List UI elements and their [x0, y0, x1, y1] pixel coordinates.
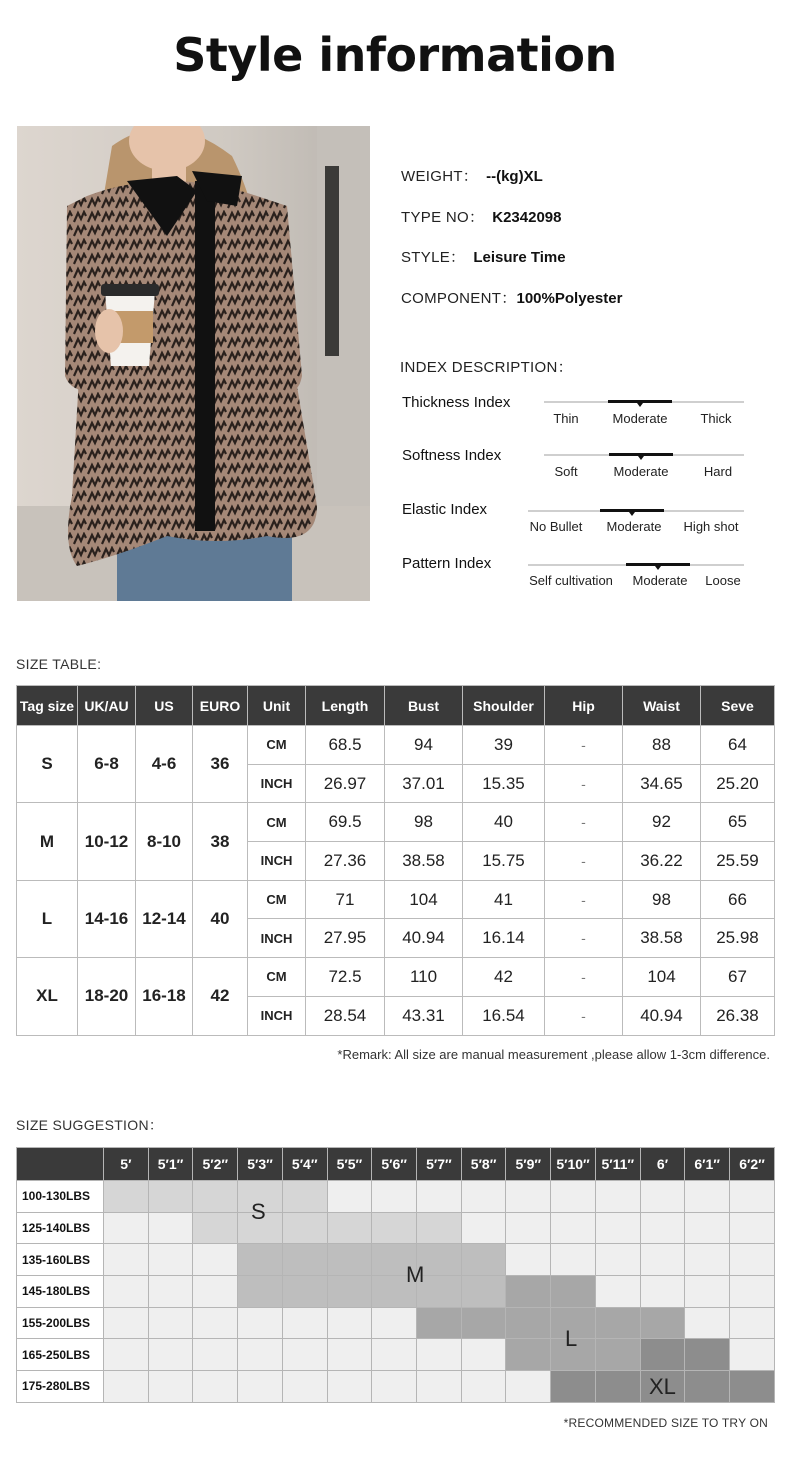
size-row	[17, 803, 775, 842]
column-header: Bust	[385, 686, 463, 726]
size-cell-empty	[104, 1212, 149, 1244]
size-cell-empty	[506, 1212, 551, 1244]
weight-label: 135-160LBS	[17, 1244, 104, 1276]
height-header: 5′6″	[372, 1148, 417, 1181]
measurement-cell: 66	[701, 880, 775, 919]
size-cell-empty	[417, 1181, 462, 1213]
size-cell-empty	[193, 1371, 238, 1403]
measurement-cell: 88	[623, 726, 701, 765]
measurement-cell: -	[545, 803, 623, 842]
weight-label: 165-250LBS	[17, 1339, 104, 1371]
measurement-cell: 98	[385, 803, 463, 842]
weight-label: 155-200LBS	[17, 1307, 104, 1339]
column-header: Waist	[623, 686, 701, 726]
size-cell-empty	[327, 1371, 372, 1403]
size-cell-empty	[327, 1339, 372, 1371]
size-cell-xl	[551, 1371, 596, 1403]
size-cell-s	[327, 1212, 372, 1244]
size-cell-empty	[730, 1276, 775, 1308]
size-cell-empty	[685, 1244, 730, 1276]
size-cell-s	[372, 1212, 417, 1244]
size-cell-s	[193, 1212, 238, 1244]
measurement-cell: 40	[463, 803, 545, 842]
unit-cell: INCH	[248, 842, 306, 881]
size-row	[17, 726, 775, 765]
size-cell-m	[327, 1276, 372, 1308]
size-remark: *Remark: All size are manual measurement ,please allow 1-3cm difference.	[337, 1047, 770, 1062]
size-cell-empty	[685, 1307, 730, 1339]
index-option: No Bullet	[529, 519, 583, 534]
index-name: Pattern Index	[402, 555, 492, 572]
size-zone-label-s: S	[251, 1199, 266, 1224]
height-header-row	[17, 1148, 775, 1181]
column-header: Length	[306, 686, 385, 726]
size-cell-s	[417, 1212, 462, 1244]
size-cell-empty	[685, 1181, 730, 1213]
index-pointer	[629, 512, 635, 516]
measurement-cell: -	[545, 996, 623, 1035]
weight-row	[17, 1212, 775, 1244]
column-header: US	[136, 686, 193, 726]
uk-size-cell: 10-12	[78, 803, 136, 880]
weight-row	[17, 1339, 775, 1371]
index-option: Moderate	[632, 573, 688, 588]
size-cell-s	[282, 1181, 327, 1213]
measurement-cell: 40.94	[623, 996, 701, 1035]
size-cell-empty	[461, 1339, 506, 1371]
index-pointer	[655, 566, 661, 570]
size-cell-empty	[238, 1339, 283, 1371]
index-option: Moderate	[613, 464, 669, 479]
unit-cell: INCH	[248, 996, 306, 1035]
uk-size-cell: 6-8	[78, 726, 136, 803]
product-photo	[17, 126, 370, 601]
measurement-cell: 26.97	[306, 764, 385, 803]
size-row	[17, 958, 775, 997]
index-option: Moderate	[612, 411, 668, 426]
size-cell-empty	[282, 1339, 327, 1371]
index-pointer	[638, 456, 644, 460]
measurement-cell: -	[545, 842, 623, 881]
weight-label: 175-280LBS	[17, 1371, 104, 1403]
measurement-cell: 16.54	[463, 996, 545, 1035]
size-tag-cell: M	[17, 803, 78, 880]
size-cell-empty	[506, 1244, 551, 1276]
measurement-cell: 42	[463, 958, 545, 997]
size-cell-empty	[506, 1371, 551, 1403]
size-cell-m	[282, 1276, 327, 1308]
size-cell-empty	[730, 1339, 775, 1371]
index-name: Softness Index	[402, 447, 502, 464]
measurement-cell: -	[545, 880, 623, 919]
index-option: Moderate	[606, 519, 662, 534]
size-cell-empty	[148, 1276, 193, 1308]
size-cell-empty	[372, 1339, 417, 1371]
measurement-cell: 92	[623, 803, 701, 842]
size-cell-xl	[595, 1371, 640, 1403]
size-cell-empty	[640, 1212, 685, 1244]
column-header: Unit	[248, 686, 306, 726]
index-row-elastic	[400, 501, 750, 545]
weight-row	[17, 1276, 775, 1308]
size-zone-label-xl: XL	[649, 1374, 676, 1399]
size-cell-s	[282, 1212, 327, 1244]
measurement-cell: 71	[306, 880, 385, 919]
size-cell-s	[193, 1181, 238, 1213]
size-cell-empty	[238, 1307, 283, 1339]
component-value: 100%Polyester	[516, 290, 623, 307]
size-cell-empty	[640, 1276, 685, 1308]
size-cell-l	[461, 1307, 506, 1339]
measurement-cell: 104	[385, 880, 463, 919]
size-cell-xl	[685, 1371, 730, 1403]
weight-label: 100-130LBS	[17, 1181, 104, 1213]
size-cell-s	[148, 1181, 193, 1213]
size-cell-empty	[551, 1181, 596, 1213]
size-table-body	[17, 726, 775, 1036]
index-option: High shot	[683, 519, 739, 534]
height-header: 6′2″	[730, 1148, 775, 1181]
size-cell-m	[461, 1244, 506, 1276]
corner-cell	[17, 1148, 104, 1181]
measurement-cell: 69.5	[306, 803, 385, 842]
size-cell-empty	[238, 1371, 283, 1403]
unit-cell: CM	[248, 726, 306, 765]
height-header: 5′4″	[282, 1148, 327, 1181]
size-cell-empty	[327, 1307, 372, 1339]
style-label: STYLE：	[401, 249, 466, 266]
size-cell-empty	[685, 1212, 730, 1244]
type-label: TYPE NO：	[401, 209, 485, 226]
index-option: Loose	[705, 573, 741, 588]
size-cell-empty	[640, 1181, 685, 1213]
weight-row	[17, 1244, 775, 1276]
index-row-pattern	[400, 555, 750, 599]
size-cell-empty	[372, 1371, 417, 1403]
height-header: 5′5″	[327, 1148, 372, 1181]
unit-cell: INCH	[248, 919, 306, 958]
size-cell-empty	[417, 1371, 462, 1403]
size-cell-empty	[461, 1371, 506, 1403]
size-cell-m	[282, 1244, 327, 1276]
index-name: Thickness Index	[402, 394, 511, 411]
weight-label: 145-180LBS	[17, 1276, 104, 1308]
weight-label: 125-140LBS	[17, 1212, 104, 1244]
size-cell-empty	[730, 1244, 775, 1276]
column-header: Hip	[545, 686, 623, 726]
weight-row	[17, 1307, 775, 1339]
size-cell-empty	[730, 1212, 775, 1244]
size-cell-empty	[551, 1212, 596, 1244]
weight-row	[17, 1181, 775, 1213]
weight-line	[401, 165, 543, 186]
size-cell-empty	[193, 1244, 238, 1276]
size-cell-empty	[282, 1371, 327, 1403]
measurement-cell: 25.59	[701, 842, 775, 881]
height-header: 5′3″	[238, 1148, 283, 1181]
column-header: Tag size	[17, 686, 78, 726]
size-cell-empty	[730, 1181, 775, 1213]
measurement-cell: 28.54	[306, 996, 385, 1035]
size-cell-s	[104, 1181, 149, 1213]
height-header: 5′10″	[551, 1148, 596, 1181]
height-header: 5′2″	[193, 1148, 238, 1181]
euro-size-cell: 42	[193, 958, 248, 1035]
type-line	[401, 206, 561, 227]
weight-rows	[17, 1181, 775, 1403]
size-cell-l	[506, 1276, 551, 1308]
measurement-cell: 64	[701, 726, 775, 765]
us-size-cell: 8-10	[136, 803, 193, 880]
size-table	[16, 685, 775, 1036]
index-row-softness	[400, 447, 750, 491]
size-tag-cell: S	[17, 726, 78, 803]
measurement-cell: -	[545, 919, 623, 958]
measurement-cell: 94	[385, 726, 463, 765]
height-header: 5′7″	[417, 1148, 462, 1181]
measurement-cell: 41	[463, 880, 545, 919]
measurement-cell: 67	[701, 958, 775, 997]
size-cell-empty	[417, 1339, 462, 1371]
measurement-cell: 16.14	[463, 919, 545, 958]
size-cell-empty	[104, 1371, 149, 1403]
size-cell-m	[238, 1244, 283, 1276]
size-table-label: SIZE TABLE:	[16, 656, 102, 672]
type-value: K2342098	[492, 209, 562, 226]
size-cell-m	[327, 1244, 372, 1276]
size-cell-empty	[595, 1276, 640, 1308]
unit-cell: INCH	[248, 764, 306, 803]
unit-cell: CM	[248, 880, 306, 919]
size-row	[17, 880, 775, 919]
size-table-header	[17, 686, 775, 726]
size-cell-empty	[148, 1371, 193, 1403]
measurement-cell: 27.95	[306, 919, 385, 958]
measurement-cell: -	[545, 958, 623, 997]
uk-size-cell: 14-16	[78, 880, 136, 957]
column-header: EURO	[193, 686, 248, 726]
component-line	[401, 287, 622, 308]
us-size-cell: 4-6	[136, 726, 193, 803]
measurement-cell: 43.31	[385, 996, 463, 1035]
us-size-cell: 12-14	[136, 880, 193, 957]
measurement-cell: 40.94	[385, 919, 463, 958]
size-cell-empty	[685, 1276, 730, 1308]
column-header: UK/AU	[78, 686, 136, 726]
size-cell-empty	[595, 1181, 640, 1213]
size-cell-empty	[148, 1244, 193, 1276]
size-cell-m	[461, 1276, 506, 1308]
measurement-cell: 25.20	[701, 764, 775, 803]
measurement-cell: 36.22	[623, 842, 701, 881]
size-cell-empty	[327, 1181, 372, 1213]
index-pointer	[637, 403, 643, 407]
size-cell-empty	[148, 1212, 193, 1244]
size-cell-m	[238, 1276, 283, 1308]
measurement-cell: -	[545, 726, 623, 765]
component-label: COMPONENT：	[401, 290, 517, 307]
unit-cell: CM	[248, 803, 306, 842]
height-header: 5′11″	[595, 1148, 640, 1181]
size-cell-l	[417, 1307, 462, 1339]
index-option: Hard	[703, 464, 733, 479]
measurement-cell: 34.65	[623, 764, 701, 803]
height-header: 5′	[104, 1148, 149, 1181]
index-row-thickness	[400, 394, 750, 438]
height-header: 6′	[640, 1148, 685, 1181]
size-cell-empty	[104, 1276, 149, 1308]
index-option: Thin	[553, 411, 579, 426]
size-cell-empty	[461, 1181, 506, 1213]
measurement-cell: 38.58	[623, 919, 701, 958]
column-header: Shoulder	[463, 686, 545, 726]
size-suggestion-grid	[16, 1147, 775, 1403]
height-header: 5′9″	[506, 1148, 551, 1181]
style-line	[401, 246, 566, 267]
measurement-cell: 98	[623, 880, 701, 919]
size-cell-empty	[148, 1307, 193, 1339]
measurement-cell: 37.01	[385, 764, 463, 803]
size-cell-empty	[640, 1244, 685, 1276]
measurement-cell: 104	[623, 958, 701, 997]
measurement-cell: 38.58	[385, 842, 463, 881]
height-header: 5′8″	[461, 1148, 506, 1181]
measurement-cell: 15.75	[463, 842, 545, 881]
size-cell-empty	[104, 1244, 149, 1276]
measurement-cell: 110	[385, 958, 463, 997]
measurement-cell: 26.38	[701, 996, 775, 1035]
size-cell-empty	[595, 1212, 640, 1244]
page-title: Style information	[173, 28, 617, 82]
recommended-footnote: *RECOMMENDED SIZE TO TRY ON	[563, 1416, 768, 1430]
weight-label: WEIGHT：	[401, 168, 479, 185]
size-cell-empty	[282, 1307, 327, 1339]
size-cell-l	[506, 1307, 551, 1339]
measurement-cell: 68.5	[306, 726, 385, 765]
height-header: 6′1″	[685, 1148, 730, 1181]
measurement-cell: 25.98	[701, 919, 775, 958]
weight-value: --(kg)XL	[486, 168, 543, 185]
index-option: Self cultivation	[529, 573, 613, 588]
size-cell-l	[640, 1307, 685, 1339]
size-cell-empty	[595, 1244, 640, 1276]
column-header: Seve	[701, 686, 775, 726]
size-cell-xl	[685, 1339, 730, 1371]
size-cell-empty	[104, 1339, 149, 1371]
size-tag-cell: XL	[17, 958, 78, 1035]
size-cell-empty	[506, 1181, 551, 1213]
size-cell-empty	[372, 1181, 417, 1213]
size-cell-empty	[551, 1244, 596, 1276]
size-cell-l	[551, 1276, 596, 1308]
index-name: Elastic Index	[402, 501, 488, 518]
size-cell-xl	[730, 1371, 775, 1403]
measurement-cell: 39	[463, 726, 545, 765]
index-option: Soft	[554, 464, 578, 479]
size-cell-l	[595, 1307, 640, 1339]
size-zone-label-l: L	[565, 1326, 578, 1351]
unit-cell: CM	[248, 958, 306, 997]
size-cell-empty	[372, 1307, 417, 1339]
index-title: INDEX DESCRIPTION：	[400, 359, 573, 376]
euro-size-cell: 40	[193, 880, 248, 957]
euro-size-cell: 38	[193, 803, 248, 880]
measurement-cell: 15.35	[463, 764, 545, 803]
size-cell-empty	[148, 1339, 193, 1371]
size-tag-cell: L	[17, 880, 78, 957]
size-cell-xl	[640, 1339, 685, 1371]
uk-size-cell: 18-20	[78, 958, 136, 1035]
measurement-cell: -	[545, 764, 623, 803]
size-cell-empty	[193, 1339, 238, 1371]
index-option: Thick	[700, 411, 732, 426]
size-cell-l	[506, 1339, 551, 1371]
us-size-cell: 16-18	[136, 958, 193, 1035]
size-cell-l	[595, 1339, 640, 1371]
euro-size-cell: 36	[193, 726, 248, 803]
size-zone-label-m: M	[406, 1262, 425, 1287]
measurement-cell: 72.5	[306, 958, 385, 997]
size-cell-empty	[193, 1307, 238, 1339]
size-cell-empty	[104, 1307, 149, 1339]
measurement-cell: 27.36	[306, 842, 385, 881]
size-cell-empty	[193, 1276, 238, 1308]
size-suggestion-label: SIZE SUGGESTION：	[16, 1117, 164, 1133]
height-header: 5′1″	[148, 1148, 193, 1181]
size-cell-empty	[730, 1307, 775, 1339]
measurement-cell: 65	[701, 803, 775, 842]
style-value: Leisure Time	[473, 249, 566, 266]
size-cell-empty	[461, 1212, 506, 1244]
